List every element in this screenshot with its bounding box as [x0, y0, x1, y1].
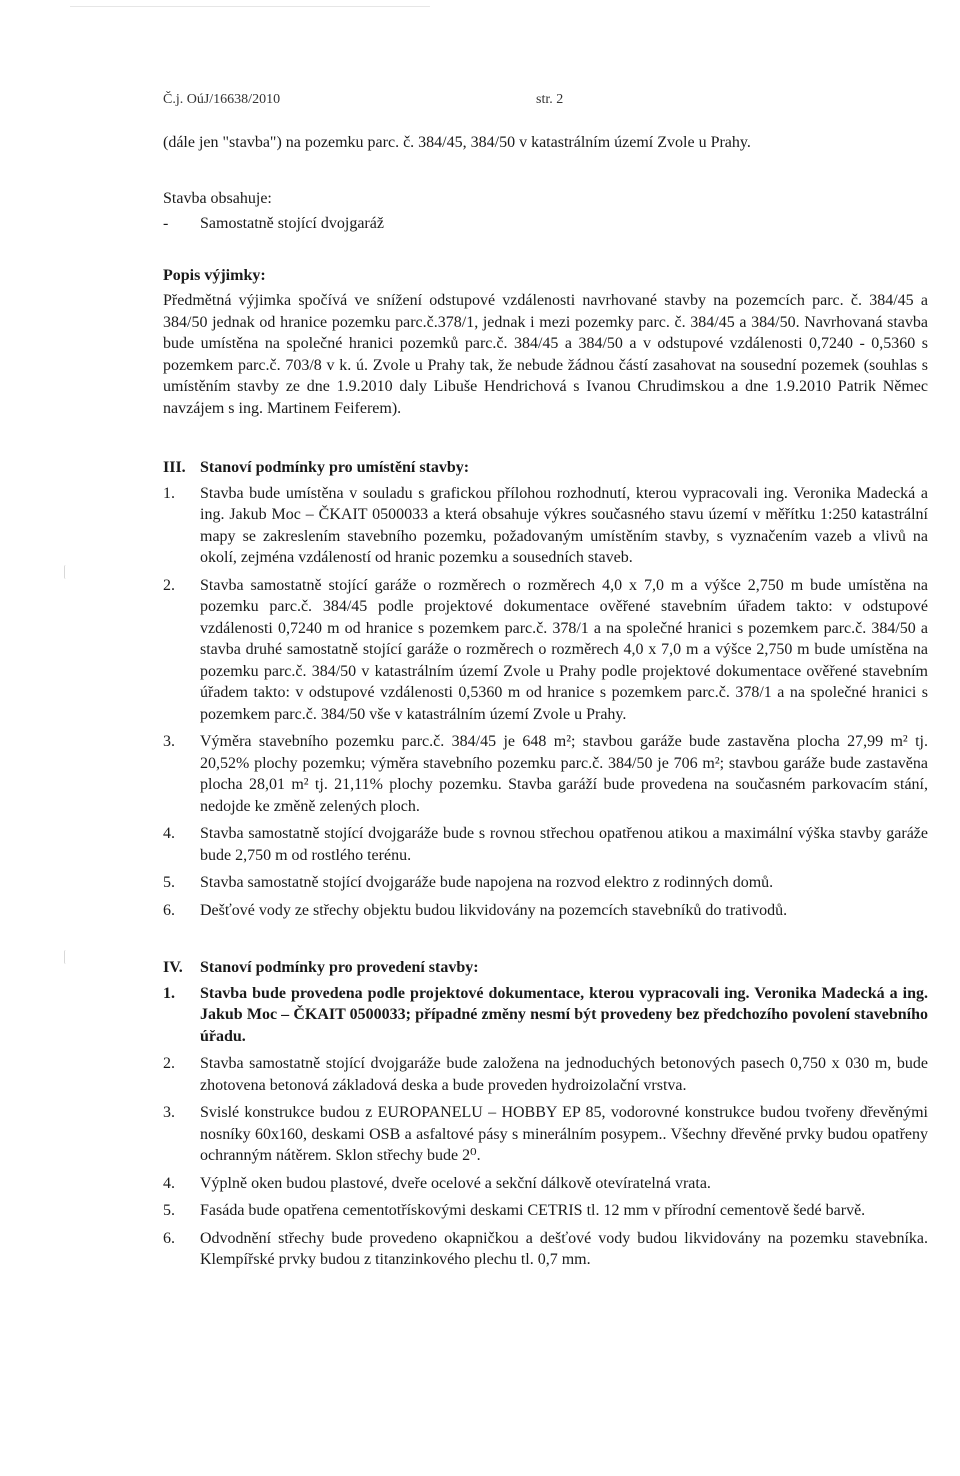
item-number: 3.	[163, 1104, 175, 1121]
scan-artifact-mark	[64, 565, 68, 579]
intro-line: (dále jen "stavba") na pozemku parc. č. 384/45, 384/50 v katastrálním území Zvole u Prahy.	[163, 134, 751, 151]
item-text: Výměra stavebního pozemku parc.č. 384/45 je 648 m²; stavbou garáže bude zastavěna plocha 27,99 m² tj. 20,52% plochy pozemku; výměra stavebního pozemku parc.č. 384/50 je 706 m²; stavbou garáže bude zastavěna plocha 28,01 m² tj. 21,11% plochy pozemku. Stavba garáží bude provedena na současném parkovacím stání, nedojde ke změně zelených ploch.	[200, 733, 928, 815]
item-text: Odvodnění střechy bude provedeno okapničkou a dešťové vody budou likvidovány na pozemku stavebníka. Klempířské prvky budou z titanzinkového plechu tl. 0,7 mm.	[200, 1229, 928, 1268]
contains-item	[163, 213, 928, 235]
item-number: 4.	[163, 1174, 175, 1192]
section-iii-title: Stanoví podmínky pro umístění stavby:	[200, 459, 470, 476]
list-item	[163, 1102, 928, 1167]
item-number: 1.	[163, 484, 175, 502]
reference-number: Č.j. OúJ/16638/2010	[163, 92, 281, 107]
dash-marker: -	[163, 215, 169, 232]
item-text: Stavba bude umístěna v souladu s grafickou přílohou rozhodnutí, kterou vypracovali ing. Veronika Madecká a ing. Jakub Moc – ČKAIT 0500033 a která obsahuje výkres současného stavu území v měřítku 1:250 katastrální mapy se zakreslením stavebního pozemku, požadovaným umístěním stavby, s vyznačením vazeb a vlivů na okolí, zejména vzdáleností od hranic pozemku a sousedních staveb.	[200, 484, 928, 566]
item-number: 6.	[163, 901, 175, 919]
contains-item-text: Samostatně stojící dvojgaráž	[200, 215, 384, 232]
section-iv-heading	[163, 957, 928, 979]
item-text: Fasáda bude opatřena cementotřískovými deskami CETRIS tl. 12 mm v přírodní cementově šedé barvě.	[200, 1202, 866, 1219]
item-text: Stavba samostatně stojící garáže o rozměrech o rozměrech 4,0 x 7,0 m a výšce 2,750 m bude umístěna na pozemku parc.č. 384/45 podle projektové dokumentace ověřené stavebním úřadem takto: v odstupové vzdálenosti 0,7240 m od hranice s pozemkem parc.č. 378/1 a na společné hranici s pozemkem parc.č. 384/50 a stavba druhé samostatně stojící garáže o rozměrech o rozměrech 4,0 x 7,0 m a výšce 2,750 m bude umístěna na pozemku parc.č. 384/50 v katastrálním území Zvole u Prahy podle projektové dokumentace ověřené stavebním úřadem takto: v odstupové vzdálenosti 0,5360 m od hranice s pozemkem parc.č. 378/1 a na společné hranici s pozemkem parc.č. 384/50 vše v katastrálním území Zvole u Prahy.	[200, 576, 928, 723]
list-item	[163, 575, 928, 726]
exception-heading: Popis výjimky:	[163, 266, 266, 284]
section-iv-title: Stanoví podmínky pro provedení stavby:	[200, 959, 479, 976]
item-text: Výplně oken budou plastové, dveře ocelové a sekční dálkově otevíratelná vrata.	[200, 1174, 711, 1192]
list-item	[163, 872, 928, 894]
item-number: 2.	[163, 1055, 175, 1072]
section-iii-number: III.	[163, 459, 186, 476]
item-text: Stavba samostatně stojící dvojgaráže bude s rovnou střechou opatřenou atikou a maximální výška stavby garáže bude 2,750 m od rostlého terénu.	[200, 825, 928, 864]
item-number: 1.	[163, 984, 175, 1002]
item-number: 6.	[163, 1229, 175, 1247]
list-item	[163, 983, 928, 1048]
page-number: str. 2	[536, 92, 564, 107]
exception-text: Předmětná výjimka spočívá ve snížení odstupové vzdálenosti navrhované stavby na pozemcích parc. č. 384/45 a 384/50 jednak od hranice pozemku parc.č.378/1, jednak i mezi pozemky parc. č. 384/45 a 384/50. Navrhovaná stavba bude umístěna na společné hranici pozemků parc.č. 384/45 a 384/50 a v odstupové vzdálenosti 0,7240 - 0,5360 s pozemkem parc.č. 703/8 v k. ú. Zvole u Prahy tak, že nebude žádnou částí zasahovat na sousední pozemek (souhlas s umístěním stavby ze dne 1.9.2010 daly Libuše Hendrichová s Ivanou Chrudimskou a dne 1.9.2010 Patrik Němec navzájem s ing. Martinem Feiferem).	[163, 292, 928, 417]
section-iii-heading	[163, 457, 928, 479]
item-text: Stavba samostatně stojící dvojgaráže bude napojena na rozvod elektro z rodinných domů.	[200, 874, 774, 891]
item-text: Stavba samostatně stojící dvojgaráže bude založena na jednoduchých betonových pasech 0,750 x 030 m, bude zhotovena betonová základová deska a bude proveden hydroizolační vrstva.	[200, 1055, 928, 1094]
document-body	[163, 132, 928, 1277]
item-number: 5.	[163, 1202, 175, 1219]
list-item	[163, 483, 928, 569]
item-text: Stavba bude provedena podle projektové dokumentace, kterou vypracovali ing. Veronika Madecká a ing. Jakub Moc – ČKAIT 0500033; případné změny nesmí být provedeny bez předchozího povolení stavebního úřadu.	[200, 984, 928, 1045]
section-iv-number: IV.	[163, 959, 183, 976]
item-number: 4.	[163, 825, 175, 842]
list-item	[163, 731, 928, 817]
scan-artifact-mark	[64, 950, 68, 964]
list-item	[163, 1200, 928, 1222]
list-item	[163, 1053, 928, 1096]
list-item	[163, 900, 928, 922]
list-item	[163, 1228, 928, 1271]
section-iii-list	[163, 483, 928, 922]
item-text: Svislé konstrukce budou z EUROPANELU – HOBBY EP 85, vodorovné konstrukce budou tvořeny dřevěnými nosníky 60x160, deskami OSB a asfaltové pásy s minerálním posypem.. Všechny dřevěné prvky budou opatřeny ochranným nátěrem. Sklon střechy bude 2⁰.	[200, 1104, 928, 1164]
item-text: Dešťové vody ze střechy objektu budou likvidovány na pozemcích stavebníků do trativodů.	[200, 901, 788, 919]
scan-artifact-line	[70, 6, 430, 7]
list-item	[163, 823, 928, 866]
section-iv-list	[163, 983, 928, 1271]
contains-label: Stavba obsahuje:	[163, 189, 272, 207]
item-number: 5.	[163, 874, 175, 891]
list-item	[163, 1173, 928, 1195]
item-number: 3.	[163, 733, 175, 750]
item-number: 2.	[163, 576, 175, 594]
